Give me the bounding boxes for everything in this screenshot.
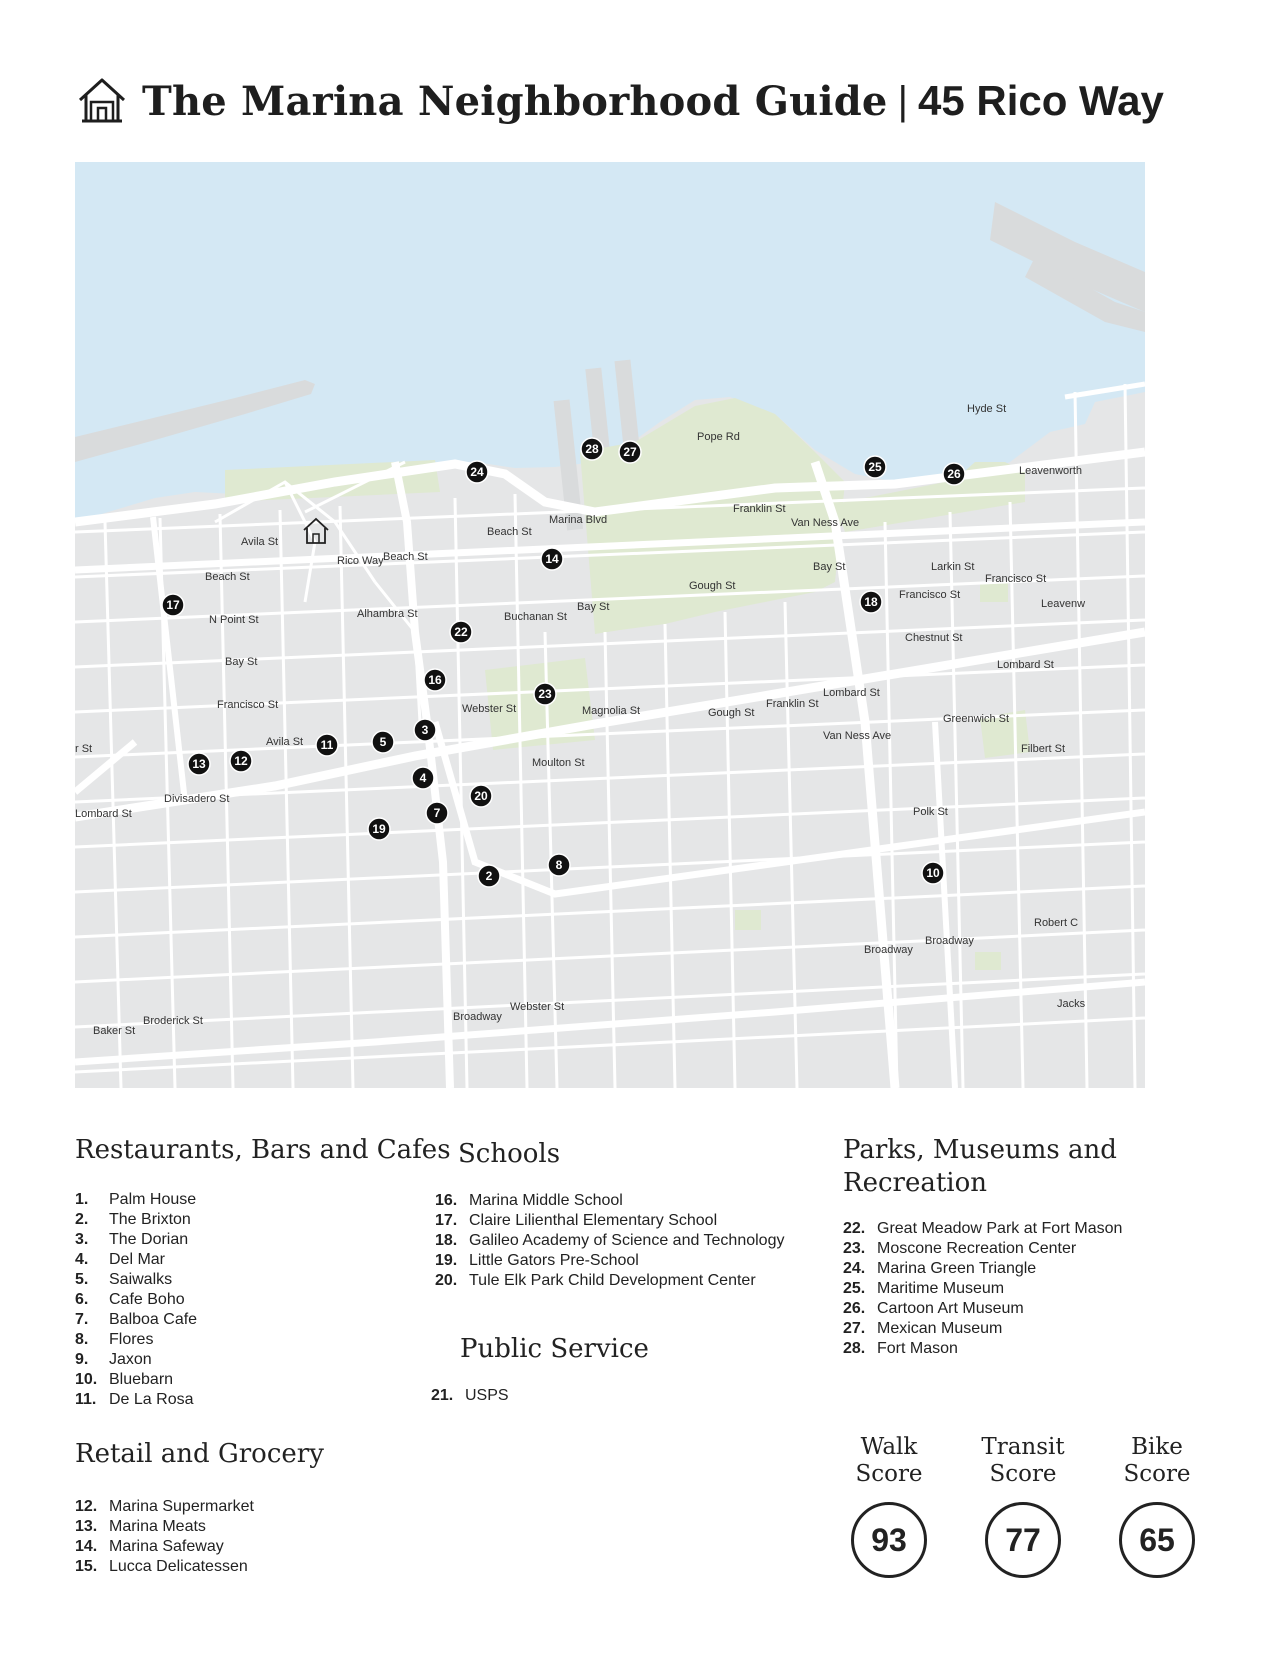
street-label-beach2: Beach St: [383, 551, 428, 563]
street-label-divisadero: Divisadero St: [164, 793, 230, 805]
street-label-filbert: Filbert St: [1021, 743, 1066, 755]
retail-list: [75, 1497, 254, 1577]
list-item-number: 9.: [75, 1351, 89, 1368]
bike-score-label-1: Bike: [1131, 1434, 1183, 1460]
list-item-number: 28.: [843, 1340, 866, 1357]
list-item: [435, 1211, 784, 1231]
list-item-name: Bluebarn: [109, 1371, 174, 1388]
poi-marker-number: 17: [166, 598, 180, 612]
bike-score-label-2: Score: [1123, 1461, 1191, 1487]
street-label-lombard3: Lombard St: [75, 808, 132, 820]
street-label-avila2: Avila St: [266, 736, 304, 748]
list-item-name: Little Gators Pre-School: [469, 1252, 639, 1269]
list-item-name: Maritime Museum: [877, 1280, 1005, 1297]
poi-marker-13[interactable]: [188, 753, 210, 775]
street-label-lombard2: Lombard St: [823, 687, 880, 699]
street-label-marinablvd: Marina Blvd: [549, 514, 608, 526]
street-label-greenwich: Greenwich St: [943, 713, 1010, 725]
street-label-avila1: Avila St: [241, 536, 279, 548]
poi-marker-4[interactable]: [412, 767, 434, 789]
restaurants-list: [75, 1190, 197, 1410]
poi-marker-26[interactable]: [943, 463, 965, 485]
street-label-bay1: Bay St: [813, 561, 846, 573]
poi-marker-number: 3: [421, 723, 429, 737]
street-label-bay2: Bay St: [577, 601, 610, 613]
street-label-magnolia: Magnolia St: [582, 705, 641, 717]
poi-marker-number: 20: [474, 789, 488, 803]
walk-score-label-2: Score: [855, 1461, 923, 1487]
list-item-number: 14.: [75, 1538, 98, 1555]
street-label-moulton: Moulton St: [532, 757, 585, 769]
poi-marker-number: 23: [538, 687, 552, 701]
small-park: [980, 582, 1008, 602]
list-item-number: 26.: [843, 1300, 866, 1317]
list-item-name: Balboa Cafe: [109, 1311, 198, 1328]
section-title-parks-line1: Parks, Museums and: [843, 1135, 1117, 1165]
list-item: [75, 1190, 197, 1210]
poi-marker-number: 11: [320, 738, 334, 752]
street-label-npoint: N Point St: [209, 614, 259, 626]
poi-marker-7[interactable]: [426, 802, 448, 824]
list-item-number: 12.: [75, 1498, 98, 1515]
street-label-broadway1: Broadway: [864, 944, 913, 956]
poi-marker-12[interactable]: [230, 750, 252, 772]
list-item: [435, 1251, 784, 1271]
poi-marker-18[interactable]: [860, 591, 882, 613]
list-item-name: Claire Lilienthal Elementary School: [469, 1212, 718, 1229]
list-item-number: 19.: [435, 1252, 458, 1269]
poi-marker-number: 4: [419, 771, 427, 785]
home-label: Rico Way: [337, 555, 384, 567]
poi-marker-16[interactable]: [424, 669, 446, 691]
poi-marker-10[interactable]: [922, 862, 944, 884]
list-item: [843, 1319, 1122, 1339]
list-item-name: Marina Safeway: [109, 1538, 224, 1555]
poi-marker-number: 16: [428, 673, 442, 687]
poi-marker-2[interactable]: [478, 865, 500, 887]
street-label-francisco1: Francisco St: [985, 573, 1047, 585]
list-item-name: The Dorian: [109, 1231, 189, 1248]
poi-marker-number: 26: [947, 467, 961, 481]
property-address: 45 Rico Way: [917, 77, 1164, 124]
street-label-lombard1: Lombard St: [997, 659, 1054, 671]
list-item-name: Moscone Recreation Center: [877, 1240, 1077, 1257]
list-item: [843, 1239, 1122, 1259]
list-item-name: Marina Green Triangle: [877, 1260, 1037, 1277]
list-item: [75, 1370, 197, 1390]
list-item-name: Tule Elk Park Child Development Center: [469, 1272, 756, 1289]
poi-marker-28[interactable]: [581, 438, 603, 460]
list-item: [843, 1339, 1122, 1359]
schools-list: [435, 1191, 784, 1291]
list-item: [431, 1386, 509, 1406]
poi-marker-number: 18: [864, 595, 878, 609]
small-park: [735, 910, 761, 930]
list-item-name: Del Mar: [109, 1251, 166, 1268]
list-item: [75, 1330, 197, 1350]
list-item-number: 1.: [75, 1191, 89, 1208]
list-item-number: 8.: [75, 1331, 89, 1348]
list-item: [75, 1350, 197, 1370]
poi-marker-number: 22: [454, 625, 468, 639]
list-item-name: Lucca Delicatessen: [109, 1558, 248, 1575]
street-label-franklin2: Franklin St: [766, 698, 819, 710]
list-item-number: 2.: [75, 1211, 89, 1228]
walk-score-label-1: Walk: [860, 1434, 918, 1460]
list-item-name: Great Meadow Park at Fort Mason: [877, 1220, 1123, 1237]
street-label-beach3: Beach St: [205, 571, 250, 583]
section-title-public-service: Public Service: [460, 1334, 649, 1364]
bike-score: [1102, 1434, 1212, 1578]
section-title-schools: Schools: [458, 1139, 561, 1169]
list-item-name: The Brixton: [109, 1211, 191, 1228]
poi-marker-20[interactable]: [470, 785, 492, 807]
street-label-bay3: Bay St: [225, 656, 258, 668]
poi-marker-number: 7: [433, 806, 441, 820]
list-item-number: 5.: [75, 1271, 89, 1288]
street-label-franklin1: Franklin St: [733, 503, 786, 515]
list-item: [435, 1231, 784, 1251]
poi-marker-11[interactable]: [316, 734, 338, 756]
list-item-name: Cartoon Art Museum: [877, 1300, 1024, 1317]
list-item: [75, 1250, 197, 1270]
poi-marker-number: 5: [379, 735, 387, 749]
street-label-alhambra: Alhambra St: [357, 608, 418, 620]
list-item-number: 11.: [75, 1391, 97, 1408]
transit-score: [968, 1434, 1078, 1578]
street-label-webster2: Webster St: [510, 1001, 565, 1013]
list-item-name: De La Rosa: [109, 1391, 194, 1408]
list-item: [843, 1259, 1122, 1279]
street-label-gough2: Gough St: [708, 707, 755, 719]
section-title-parks: [843, 1134, 1117, 1200]
list-item-number: 23.: [843, 1240, 866, 1257]
list-item-number: 13.: [75, 1518, 98, 1535]
list-item-name: Marina Middle School: [469, 1192, 623, 1209]
section-title-retail: Retail and Grocery: [75, 1439, 324, 1469]
poi-marker-19[interactable]: [368, 818, 390, 840]
street-label-francisco3: Francisco St: [217, 699, 279, 711]
map-canvas: [75, 162, 1145, 1088]
walk-score: [834, 1434, 944, 1578]
page-header: [76, 66, 1164, 136]
list-item: [75, 1270, 197, 1290]
list-item-number: 25.: [843, 1280, 866, 1297]
list-item: [75, 1537, 254, 1557]
transit-score-label-1: Transit: [981, 1434, 1065, 1460]
poi-marker-number: 24: [470, 465, 484, 479]
list-item-number: 27.: [843, 1320, 866, 1337]
transit-score-label-2: Score: [989, 1461, 1057, 1487]
street-label-broadway2: Broadway: [925, 935, 974, 947]
list-item-number: 16.: [435, 1192, 458, 1209]
street-label-larkin: Larkin St: [931, 561, 975, 573]
list-item: [75, 1497, 254, 1517]
poi-marker-number: 13: [192, 757, 206, 771]
list-item: [75, 1230, 197, 1250]
poi-marker-3[interactable]: [414, 719, 436, 741]
street-label-vanness2: Van Ness Ave: [823, 730, 892, 742]
list-item-name: Galileo Academy of Science and Technology: [469, 1232, 785, 1249]
transit-score-value: 77: [985, 1502, 1061, 1578]
poi-marker-5[interactable]: [372, 731, 394, 753]
list-item-name: Saiwalks: [109, 1271, 173, 1288]
poi-marker-number: 14: [545, 552, 559, 566]
list-item-number: 3.: [75, 1231, 89, 1248]
parks-list: [843, 1219, 1122, 1359]
street-label-vanness1: Van Ness Ave: [791, 517, 860, 529]
list-item: [75, 1557, 254, 1577]
poi-marker-number: 28: [585, 442, 599, 456]
list-item: [843, 1299, 1122, 1319]
list-item: [435, 1191, 784, 1211]
page-title: The Marina Neighborhood Guide: [142, 77, 888, 125]
street-label-jackson: Jacks: [1057, 998, 1086, 1010]
poi-marker-22[interactable]: [450, 621, 472, 643]
poi-marker-24[interactable]: [466, 461, 488, 483]
home-icon: [76, 75, 128, 127]
list-item-name: Marina Supermarket: [109, 1498, 254, 1515]
list-item-name: Fort Mason: [877, 1340, 958, 1357]
list-item-name: Palm House: [109, 1191, 197, 1208]
street-label-leavenworth2: Leavenw: [1041, 598, 1086, 610]
street-label-baker: Baker St: [93, 1025, 136, 1037]
street-label-francisco2: Francisco St: [899, 589, 961, 601]
list-item-number: 18.: [435, 1232, 458, 1249]
list-item: [75, 1210, 197, 1230]
poi-marker-23[interactable]: [534, 683, 556, 705]
poi-marker-8[interactable]: [548, 854, 570, 876]
section-title-parks-line2: Recreation: [843, 1168, 988, 1198]
neighborhood-map[interactable]: [75, 162, 1145, 1088]
list-item-number: 7.: [75, 1311, 89, 1328]
street-label-webster1: Webster St: [462, 703, 517, 715]
list-item-number: 6.: [75, 1291, 89, 1308]
list-item-number: 4.: [75, 1251, 89, 1268]
poi-marker-17[interactable]: [162, 594, 184, 616]
list-item-number: 15.: [75, 1558, 98, 1575]
list-item: [75, 1390, 197, 1410]
list-item-number: 10.: [75, 1371, 98, 1388]
street-label-pope: Pope Rd: [697, 431, 740, 443]
public-service-list: [431, 1386, 509, 1406]
poi-marker-14[interactable]: [541, 548, 563, 570]
street-label-rst: r St: [75, 743, 93, 755]
list-item: [843, 1219, 1122, 1239]
list-item-name: Mexican Museum: [877, 1320, 1003, 1337]
list-item-name: Marina Meats: [109, 1518, 206, 1535]
street-label-polk: Polk St: [913, 806, 948, 818]
street-label-beach1: Beach St: [487, 526, 532, 538]
small-park: [975, 952, 1001, 970]
list-item: [75, 1310, 197, 1330]
list-item: [843, 1279, 1122, 1299]
street-label-hyde: Hyde St: [967, 403, 1007, 415]
poi-marker-25[interactable]: [864, 456, 886, 478]
list-item-number: 24.: [843, 1260, 866, 1277]
street-label-broadway3: Broadway: [453, 1011, 502, 1023]
title-separator: |: [897, 78, 908, 123]
list-item-name: Cafe Boho: [109, 1291, 185, 1308]
street-label-robert: Robert C: [1034, 917, 1079, 929]
section-title-restaurants: Restaurants, Bars and Cafes: [75, 1135, 451, 1165]
list-item: [435, 1271, 784, 1291]
list-item-name: Flores: [109, 1331, 154, 1348]
street-label-buchanan: Buchanan St: [504, 611, 567, 623]
list-item-number: 17.: [435, 1212, 458, 1229]
list-item-name: USPS: [465, 1387, 509, 1404]
list-item: [75, 1517, 254, 1537]
street-label-gough1: Gough St: [689, 580, 736, 592]
street-label-broderick: Broderick St: [143, 1015, 203, 1027]
poi-marker-number: 27: [623, 445, 637, 459]
street-label-leavenworth1: Leavenworth: [1019, 465, 1082, 477]
list-item-number: 22.: [843, 1220, 866, 1237]
list-item: [75, 1290, 197, 1310]
poi-marker-number: 8: [555, 858, 563, 872]
poi-marker-number: 12: [234, 754, 248, 768]
list-item-name: Jaxon: [109, 1351, 152, 1368]
list-item-number: 20.: [435, 1272, 458, 1289]
poi-marker-number: 19: [372, 822, 386, 836]
poi-marker-number: 10: [926, 866, 940, 880]
poi-marker-number: 25: [868, 460, 882, 474]
poi-marker-number: 2: [485, 869, 493, 883]
list-item-number: 21.: [431, 1387, 454, 1404]
bike-score-value: 65: [1119, 1502, 1195, 1578]
poi-marker-27[interactable]: [619, 441, 641, 463]
walk-score-value: 93: [851, 1502, 927, 1578]
street-label-chestnut: Chestnut St: [905, 632, 963, 644]
